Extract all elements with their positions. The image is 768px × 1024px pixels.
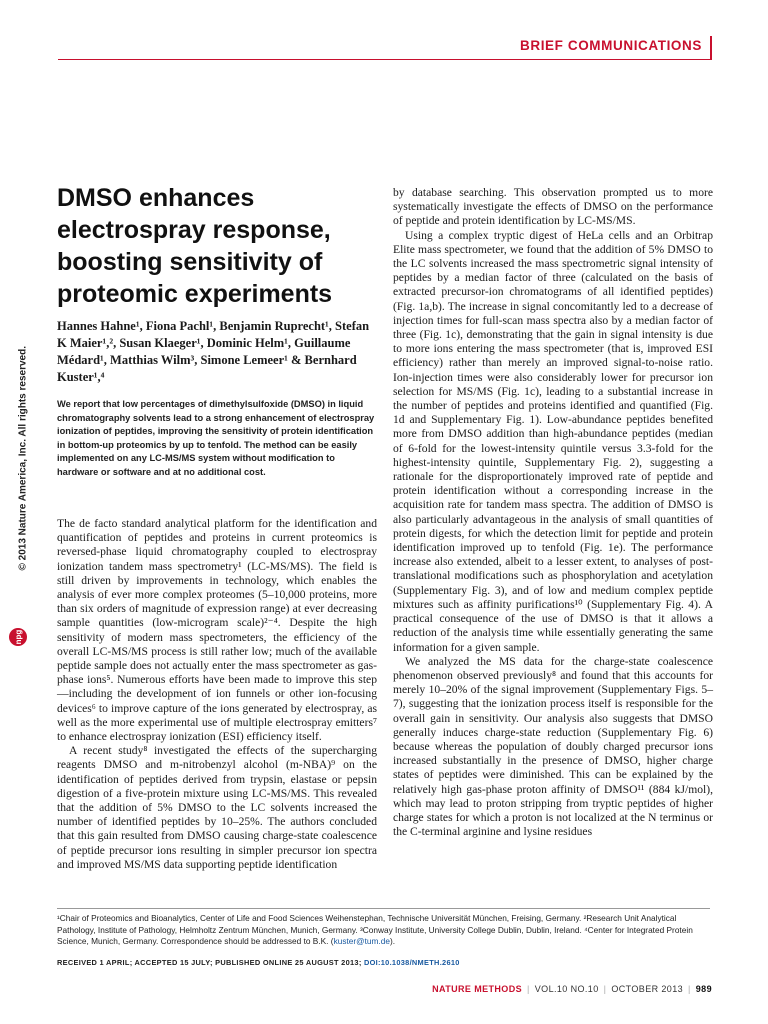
affiliations-text: ¹Chair of Proteomics and Bioanalytics, Center of Life and Food Sciences Weihenstephan, Technische Universität München, Freising, Germany. ²Research Unit Analytical Pathology, Institute of Pathology, Helmholtz Zentrum München, Munich, Germany. ³Conway Institute, University College Dublin, Dublin, Ireland. ⁴Center for Integrated Protein Science, Munich, Germany. Correspondence should be addressed to B.K. ( [57, 913, 693, 946]
body-column-right [393, 186, 713, 839]
journal-name: NATURE METHODS [432, 984, 523, 994]
body-paragraph: The de facto standard analytical platform for the identification and quantification of peptides and proteins in current proteomics is reversed-phase liquid chromatography coupled to electrospray ionization tandem mass spectrometry¹ (LC-MS/MS). The field is still driven by improvements in technology, which enables the analysis of ever more complex proteomes (5–10,000 proteins, more than six orders of magnitude of expression range) at ever decreasing sample quantities (low-microgram scale)²⁻⁴. Despite the high sensitivity of modern mass spectrometers, the efficiency of the overall LC-MS/MS process is still rather low; much of the available peptide sample does not actually enter the mass spectrometer as gas-phase ions⁵. Numerous efforts have been made to improve this step—including the development of ion funnels or other ion-focusing devices⁶ to improve capture of the ions generated by electrospray, as well as the more experimental use of multiple electrospray emitters⁷ to enhance electrospray ionization (ESI) efficiency itself. [57, 517, 377, 744]
footer-separator: | [688, 984, 691, 994]
article-title: DMSO enhances electrospray response, boosting sensitivity of proteomic experiments [57, 184, 333, 308]
body-paragraph: by database searching. This observation prompted us to more systematically investigate the effects of DMSO on the performance of peptide and protein identification by LC-MS/MS. [393, 186, 713, 228]
body-column-left [57, 517, 377, 872]
doi-link[interactable]: DOI:10.1038/NMETH.2610 [363, 958, 460, 967]
body-paragraph: A recent study⁸ investigated the effects of the supercharging reagents DMSO and m-nitrobenzyl alcohol (m-NBA)⁹ on the identification of peptides derived from trypsin, elastase or pepsin digestion of a five-protein mixture using LC-MS/MS. This revealed that the addition of 5% DMSO to the LC solvents increased the number of identified peptides by 10–25%. The authors concluded that this gain resulted from DMSO causing charge-state coalescence of peptide precursor ions resulting in simpler precursor ion spectra and improved MS/MS data supporting peptide identification [57, 744, 377, 871]
received-line [57, 958, 710, 967]
header-bar [710, 36, 712, 60]
received-dates: RECEIVED 1 APRIL; ACCEPTED 15 JULY; PUBLISHED ONLINE 25 AUGUST 2013; [57, 958, 362, 967]
author-list: Hannes Hahne¹, Fiona Pachl¹, Benjamin Ruprecht¹, Stefan K Maier¹,², Susan Klaeger¹, Dominic Helm¹, Guillaume Médard¹, Matthias Wilm³, Simone Lemeer¹ & Bernhard Kuster¹,⁴ [57, 319, 370, 384]
footer-separator: | [603, 984, 607, 994]
npg-logo-icon: npg [9, 628, 27, 646]
footnote-rule [57, 908, 710, 909]
volume-issue: VOL.10 NO.10 [534, 984, 599, 994]
body-paragraph: Using a complex tryptic digest of HeLa cells and an Orbitrap Elite mass spectrometer, we found that the addition of 5% DMSO to the LC solvents increased the mass spectrometric signal intensity of peptides by a median factor of three (calculated on the basis of extracted precursor-ion chromatograms of all identified peptides) (Fig. 1a,b). The increase in signal concomitantly led to a decrease of injection times for full-scan mass spectra also by a median factor of three (Fig. 1c), demonstrating that the gain in signal intensity is due to more ions entering the mass spectrometer (that is, improved ESI efficiency) rather than merely an improved signal-to-noise ratio. Ion-injection times were also considerably lower for precursor ion selection for MS/MS (Fig. 1c), leading to a substantial increase in the number of peptides and proteins identified and quantified (Fig. 1d and Supplementary Fig. 1). Low-abundance peptides benefited more from DMSO addition than high-abundance peptides (median of 6-fold for the lowest-intensity quintile versus 3.3-fold for the highest-intensity quintile, Supplementary Fig. 2), suggesting a rationale for the disproportionately improved rate of peptide and protein identification without a corresponding increase in the acquisition rate for tandem mass spectra. The addition of DMSO is also particularly advantageous in the analysis of small quantities of protein digests, for which the detection limit for peptide and protein identification improved up to tenfold (Fig. 1e). The performance increase also extended, albeit to a lesser extent, to analyses of post-translational modifications such as phosphorylation and acetylation (Supplementary Fig. 3), and of low and medium complex peptide mixtures such as affinity purifications¹⁰ (Supplementary Fig. 4). A practical consequence of the use of DMSO is that it allows a reduction of the analysis time while essentially generating the same information for a given sample. [393, 228, 713, 654]
issue-date: OCTOBER 2013 [611, 984, 684, 994]
correspondence-email-link[interactable]: kuster@tum.de [333, 936, 390, 946]
body-paragraph: We analyzed the MS data for the charge-state coalescence phenomenon observed previously⁸ and found that this accounts for merely 10–20% of the signal improvement (Supplementary Figs. 5–7), suggesting that the ionization process itself is responsible for the overall gain in sensitivity. Our analysis also suggests that DMSO generally induces charge-state reduction (Supplementary Fig. 6) because whereas the population of doubly charged precursor ions increased substantially in the presence of DMSO, higher charge states of peptides were diminished. This can be explained by the relatively high gas-phase proton affinity of DMSO¹¹ (884 kJ/mol), which may lead to proton stripping from tryptic peptides of higher charge states for which a proton is not localized at the N terminus or the C-terminal arginine and lysine residues [393, 654, 713, 839]
header-rule [58, 59, 710, 60]
copyright-notice: © 2013 Nature America, Inc. All rights reserved. [17, 345, 29, 571]
page-footer [432, 984, 712, 994]
footer-separator: | [527, 984, 530, 994]
abstract: We report that low percentages of dimethylsulfoxide (DMSO) in liquid chromatography solvents lead to a strong enhancement of electrospray ionization of peptides, improving the sensitivity of protein identification in bottom-up proteomics by up to tenfold. The method can be easily implemented on any LC-MS/MS system without modification to hardware or software and at no additional cost. [57, 399, 375, 477]
affiliations-footnote [57, 913, 710, 948]
affiliations-close: ). [389, 936, 396, 946]
section-label: BRIEF COMMUNICATIONS [520, 38, 702, 53]
page-number: 989 [695, 984, 712, 994]
